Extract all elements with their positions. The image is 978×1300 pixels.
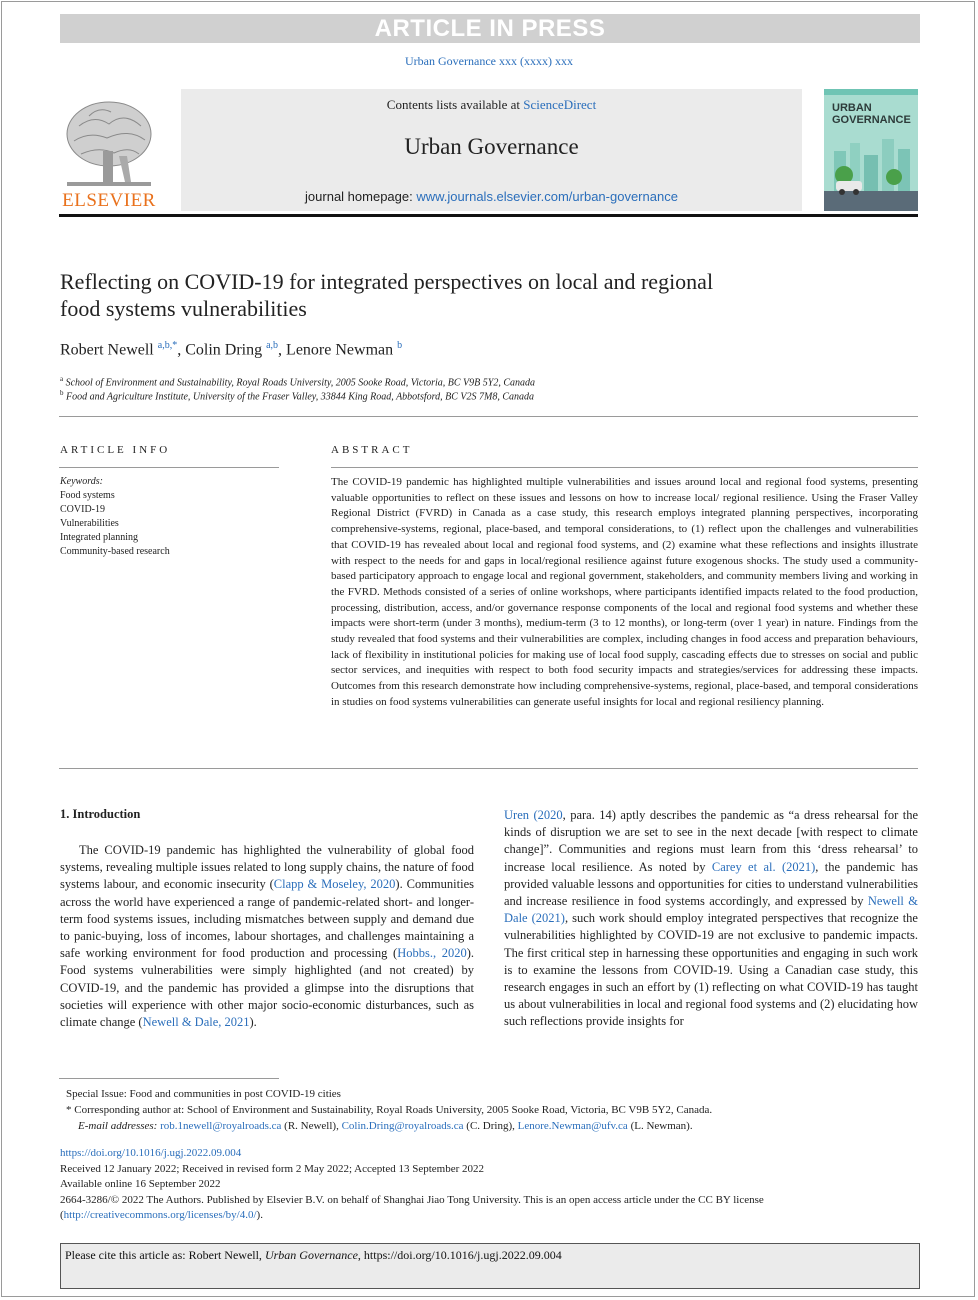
author-name[interactable]: Lenore Newman [286,341,394,359]
journal-homepage-link[interactable]: www.journals.elsevier.com/urban-governance [416,189,678,204]
journal-reference-link[interactable]: Urban Governance xxx (xxxx) xxx [405,54,573,68]
citation-link[interactable]: Carey et al. (2021) [711,859,816,874]
license-statement: 2664-3286/© 2022 The Authors. Published by Elsevier B.V. on behalf of Shanghai Jiao Tong University. This is an open access article under the CC BY license [60,1193,764,1206]
available-online-date: Available online 16 September 2022 [60,1178,221,1190]
special-issue-note: Special Issue: Food and communities in post COVID-19 cities [66,1088,341,1100]
elsevier-logo[interactable] [59,96,159,211]
contents-availability: Contents lists available at ScienceDirect [386,97,597,112]
keyword: Vulnerabilities [60,518,119,529]
keyword: Community-based research [60,546,170,557]
email-link[interactable]: rob.1newell@royalroads.ca [160,1120,282,1132]
citation-link[interactable]: Hobbs., 2020 [397,946,467,961]
section-heading-introduction: 1. Introduction [60,807,141,821]
keywords-label: Keywords: [60,476,103,487]
author-list: Robert Newell $^{a,b,*}$, Colin Dring $^{a,b}$, Lenore Newman $^b$ [60,340,403,359]
author-name[interactable]: Robert Newell [60,341,154,359]
journal-header [181,89,802,211]
email-link[interactable]: Lenore.Newman@ufv.ca [517,1120,628,1132]
citation-link[interactable]: Uren (2020 [504,808,563,822]
divider [59,768,918,769]
article-info-heading: ARTICLE INFO [60,444,171,456]
elsevier-tree-icon [59,96,159,191]
journal-cover-thumbnail[interactable] [824,89,918,211]
license-link[interactable]: http://creativecommons.org/licenses/by/4.0/ [63,1209,257,1221]
author-affiliation-marks[interactable]: a,b,* [157,340,178,351]
article-in-press-banner: ARTICLE IN PRESS [60,14,920,43]
received-dates: Received 12 January 2022; Received in revised form 2 May 2022; Accepted 13 September 2022 [60,1162,484,1175]
doi-link[interactable]: https://doi.org/10.1016/j.ugj.2022.09.004 [60,1147,242,1159]
cover-cityscape-icon [824,89,918,211]
license-url-line: (http://creativecommons.org/licenses/by/4.0/). [60,1209,263,1221]
intro-paragraph-right: Uren (2020, para. 14) aptly describes the pandemic as “a dress rehearsal for the kinds of disruption we are set to see in the next decade [with respect to climate change]”. Communities and regions must learn from this ‘dress rehearsal’ to increase local resilience. As noted by Carey et al. (2021), the pandemic has provided valuable lessons and opportunities for cities to understand vulnerabilities and increase resilience in food systems accordingly, and expressed by Newell & Dale (2021), such work should employ integrated perspectives that recognize the vulnerabilities highlighted by COVID-19 are not exclusive to pandemic impacts. The first critical step in harnessing these opportunities and engaging in such work is to examine the lessons from COVID-19. Using a Canadian case study, this research engages in such an effort by (1) reflecting on what COVID-19 has taught us about vulnerabilities in local and regional food systems and (2) elucidating how such reflections provide insights for [504,808,918,1029]
author-name[interactable]: Colin Dring [185,341,263,359]
cover-title: URBAN GOVERNANCE [832,102,911,126]
affiliation-a: $^a$ School of Environment and Sustainability, Royal Roads University, 2005 Sooke Road, Victoria, BC V9B 5Y2, Canada [60,375,536,389]
citation-link[interactable]: Newell & Dale (2021) [504,894,918,926]
journal-homepage: journal homepage: www.journals.elsevier.com/urban-governance [305,189,678,204]
abstract-heading: ABSTRACT [331,444,413,456]
keywords-block [60,475,170,559]
footnotes [60,1086,920,1134]
divider [331,467,918,468]
email-link[interactable]: Colin.Dring@royalroads.ca [341,1120,464,1132]
citation-link[interactable]: Clapp & Moseley, 2020 [273,877,396,892]
citation-box: Please cite this article as: Robert Newell, Urban Governance, https://doi.org/10.1016/j.ugj.2022.09.004 [60,1243,920,1289]
keyword: Food systems [60,490,115,501]
author-affiliation-marks[interactable]: a,b [266,340,279,351]
article-title: Reflecting on COVID-19 for integrated perspectives on local and regional food systems vulnerabilities [60,269,714,321]
sciencedirect-link[interactable]: ScienceDirect [523,97,597,112]
intro-paragraph-left: The COVID-19 pandemic has highlighted the vulnerability of global food systems, revealing multiple issues related to long supply chains, the nature of food systems labour, and economic insecurity (Clapp & Moseley, 2020). Communities across the world have experienced a range of pandemic-related short- and longer-term food systems issues, including mismatches between supply and demand due to panic-buying, loss of incomes, labour shortages, and challenges maintaining a safe working environment for food production and processing (Hobbs., 2020). Food systems vulnerabilities were simply highlighted (and not created) by COVID-19, and the pandemic has provided a glimpse into the disruptions that societies will experience with other major socio-economic disturbances, such as climate change (Newell & Dale, 2021). [60,843,474,1030]
divider [59,416,918,417]
divider [59,467,279,468]
email-addresses: E-mail addresses: rob.1newell@royalroads.ca (R. Newell), Colin.Dring@royalroads.ca (C. Dring), Lenore.Newman@ufv.ca (L. Newman). [78,1120,693,1132]
author-affiliation-marks[interactable]: b [397,340,403,351]
journal-name: Urban Governance [404,134,579,159]
abstract-text: The COVID-19 pandemic has highlighted multiple vulnerabilities and issues around local and regional food systems, presenting valuable opportunities to reflect on these issues and lessons on how to increase local/ regional resilience. Using the Fraser Valley Regional District (FVRD) in Canada as a case study, this research employs integrated planning perspectives, incorporating comprehensive-systems, regional, place-based, and temporal considerations, to (1) reflect upon the challenges and vulnerabilities that COVID-19 has revealed about local and regional food systems, and (2) examine what these reflections and insights illustrate with respect to the needs for and gaps in local/regional resilience against future exogenous shocks. The study used a community-based participatory approach to engage local and regional government, stakeholders, and community members living and working in the FVRD. Methods consisted of a series of online workshops, where participants identified impacts related to the food production, processing, distribution, access, and/or governance response components of the local and regional food systems and whether these impacts were short-term (under 3 months), medium-term (3 to 12 months), or long-term (over 1 year) in nature. Findings from the study revealed that food systems and their vulnerabilities are complex, including changes in food access and preparation behaviours, lack of flexibility in institutional policies for making use of local food supply, cascading effects due to stresses on social and public sector services, and inequities with respect to both food security impacts and strategies/services for addressing these impacts. Outcomes from this research demonstrate how including comprehensive-systems, regional, place-based, and temporal considerations in studies on food systems vulnerabilities can generate useful insights for local and regional resiliency planning. [331,476,918,708]
article-metadata [60,1146,920,1224]
keyword: Integrated planning [60,532,139,543]
header-divider [59,214,918,217]
citation-link[interactable]: Newell & Dale, 2021 [142,1015,250,1030]
corresponding-author-note: * Corresponding author at: School of Environment and Sustainability, Royal Roads University, 2005 Sooke Road, Victoria, BC V9B 5Y2, Canada. [66,1104,713,1116]
footnote-divider [59,1078,279,1079]
elsevier-wordmark: ELSEVIER [62,190,156,211]
keyword: COVID-19 [60,504,105,515]
affiliation-b: $^b$ Food and Agriculture Institute, University of the Fraser Valley, 33844 King Road, Abbotsford, BC V2S 7M8, Canada [60,389,535,403]
